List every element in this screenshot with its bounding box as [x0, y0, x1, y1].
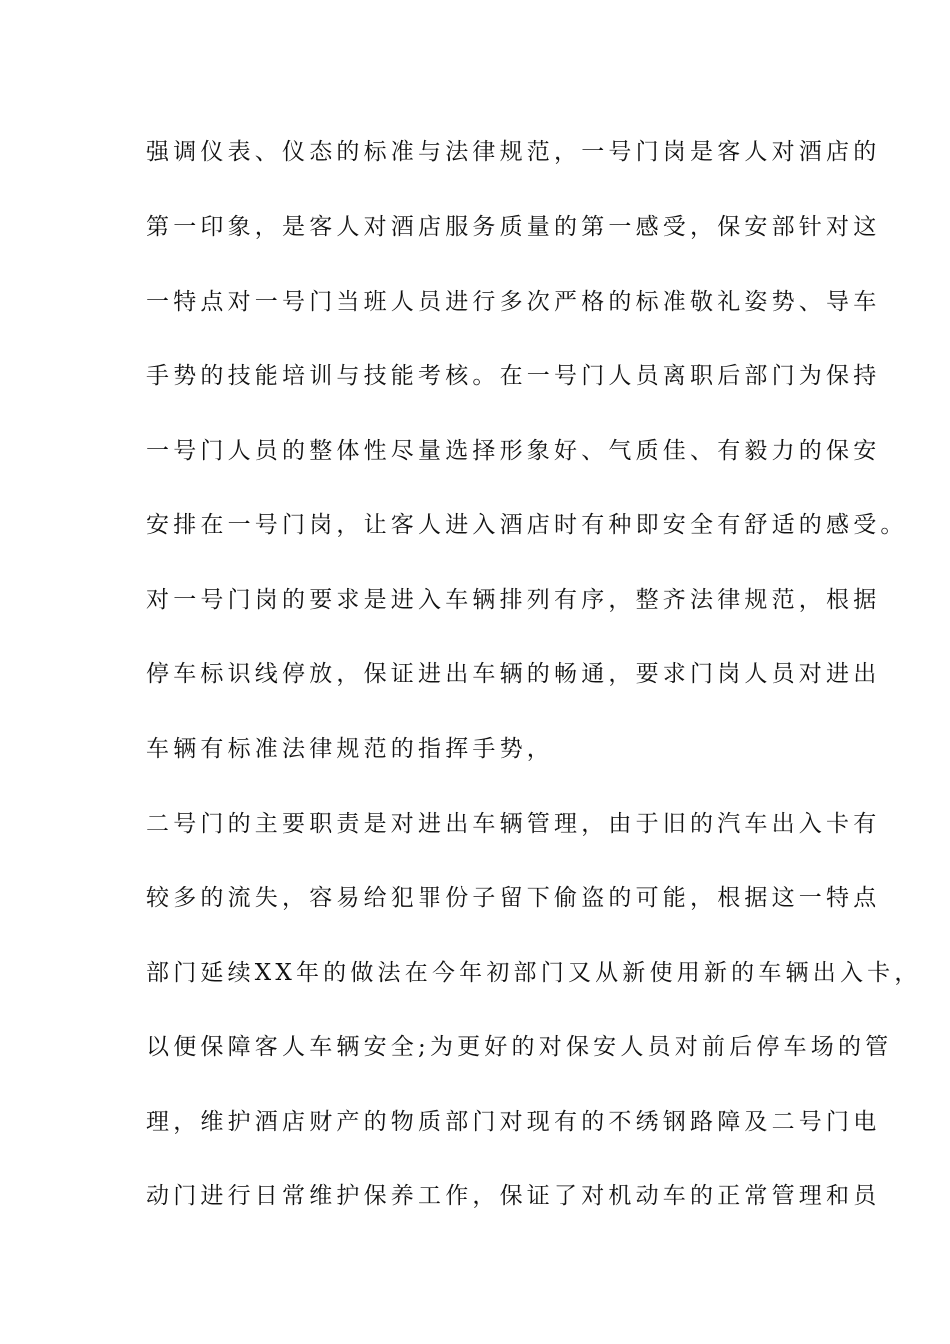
text-line: 安排在一号门岗，让客人进入酒店时有种即安全有舒适的感受。 [146, 512, 908, 538]
text-line: 一特点对一号门当班人员进行多次严格的标准敬礼姿势、导车 [146, 289, 881, 315]
text-line: 停车标识线停放，保证进出车辆的畅通，要求门岗人员对进出 [146, 661, 881, 687]
text-line: 较多的流失，容易给犯罪份子留下偷盗的可能，根据这一特点 [146, 885, 881, 911]
text-line: 车辆有标准法律规范的指挥手势， [146, 736, 554, 762]
text-line: 理，维护酒店财产的物质部门对现有的不绣钢路障及二号门电 [146, 1109, 881, 1135]
text-line: 第一印象，是客人对酒店服务质量的第一感受，保安部针对这 [146, 214, 881, 240]
text-line: 手势的技能培训与技能考核。在一号门人员离职后部门为保持 [146, 363, 881, 389]
text-line: 动门进行日常维护保养工作，保证了对机动车的正常管理和员 [146, 1183, 881, 1209]
text-line: 二号门的主要职责是对进出车辆管理，由于旧的汽车出入卡有 [146, 811, 881, 837]
text-line: 强调仪表、仪态的标准与法律规范，一号门岗是客人对酒店的 [146, 139, 881, 165]
text-line: 部门延续XX年的做法在今年初部门又从新使用新的车辆出入卡， [146, 960, 922, 986]
text-line: 一号门人员的整体性尽量选择形象好、气质佳、有毅力的保安 [146, 438, 881, 464]
text-line: 以便保障客人车辆安全;为更好的对保安人员对前后停车场的管 [146, 1034, 893, 1060]
text-line: 对一号门岗的要求是进入车辆排列有序，整齐法律规范，根据 [146, 587, 881, 613]
